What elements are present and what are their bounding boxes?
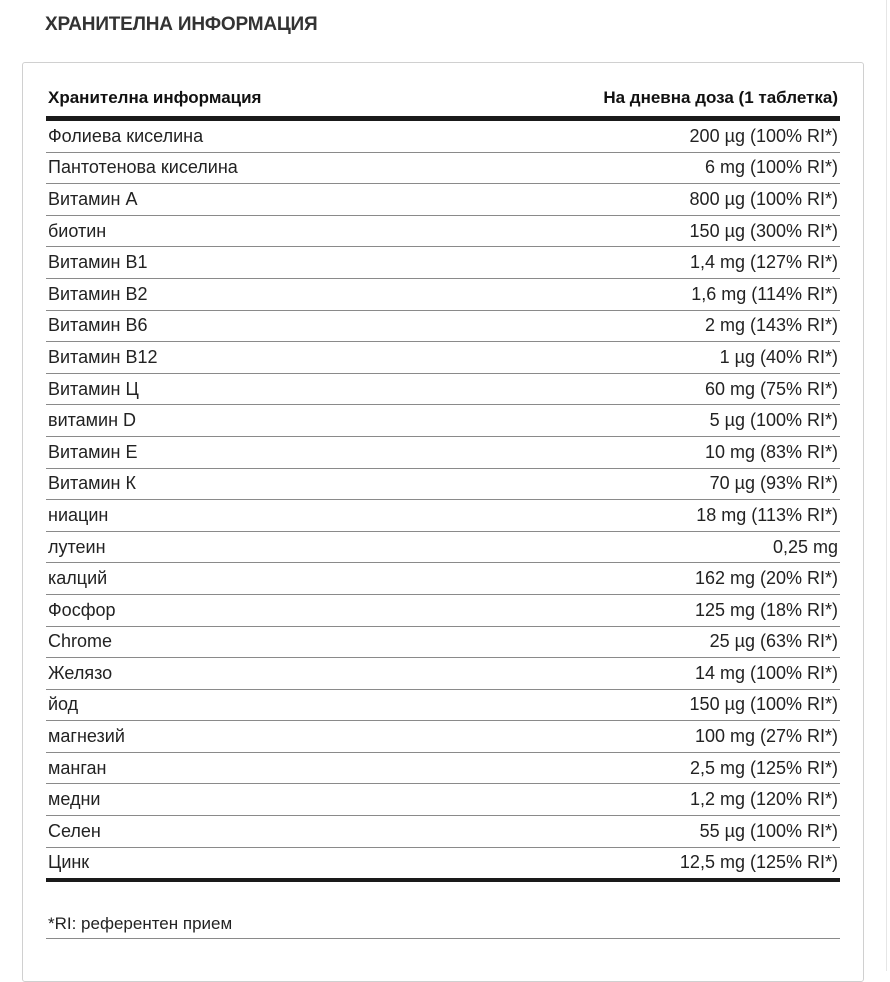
nutrient-dose: 5 µg (100% RI*) (443, 405, 840, 437)
nutrient-dose: 60 mg (75% RI*) (443, 373, 840, 405)
nutrient-name: лутеин (46, 531, 443, 563)
table-row (46, 721, 840, 753)
nutrient-dose: 1,4 mg (127% RI*) (443, 247, 840, 279)
nutrition-table (46, 80, 840, 882)
table-row (46, 626, 840, 658)
nutrient-dose: 1 µg (40% RI*) (443, 342, 840, 374)
nutrient-name: ниацин (46, 500, 443, 532)
nutrient-dose: 1,2 mg (120% RI*) (443, 784, 840, 816)
nutrient-dose: 2,5 mg (125% RI*) (443, 752, 840, 784)
table-row (46, 215, 840, 247)
table-row (46, 152, 840, 184)
column-header-nutrient: Хранителна информация (46, 80, 443, 119)
table-row (46, 531, 840, 563)
nutrient-name: Chrome (46, 626, 443, 658)
table-row (46, 310, 840, 342)
nutrient-dose: 18 mg (113% RI*) (443, 500, 840, 532)
table-row (46, 373, 840, 405)
nutrient-name: витамин D (46, 405, 443, 437)
table-row (46, 405, 840, 437)
nutrient-name: Витамин К (46, 468, 443, 500)
table-row (46, 247, 840, 279)
nutrient-name: магнезий (46, 721, 443, 753)
nutrient-name: Фосфор (46, 594, 443, 626)
table-row (46, 594, 840, 626)
table-row (46, 342, 840, 374)
nutrient-dose: 125 mg (18% RI*) (443, 594, 840, 626)
nutrient-name: Желязо (46, 658, 443, 690)
nutrient-dose: 14 mg (100% RI*) (443, 658, 840, 690)
table-row (46, 563, 840, 595)
nutrient-dose: 2 mg (143% RI*) (443, 310, 840, 342)
nutrient-name: калций (46, 563, 443, 595)
table-row (46, 278, 840, 310)
nutrient-dose: 100 mg (27% RI*) (443, 721, 840, 753)
nutrient-name: Витамин В12 (46, 342, 443, 374)
column-header-dose: На дневна доза (1 таблетка) (443, 80, 840, 119)
table-row (46, 436, 840, 468)
footnote: *RI: референтен прием (46, 908, 840, 939)
nutrient-dose: 70 µg (93% RI*) (443, 468, 840, 500)
nutrient-name: биотин (46, 215, 443, 247)
nutrient-dose: 25 µg (63% RI*) (443, 626, 840, 658)
nutrient-name: Пантотенова киселина (46, 152, 443, 184)
table-row (46, 184, 840, 216)
nutrient-name: медни (46, 784, 443, 816)
section-title: ХРАНИТЕЛНА ИНФОРМАЦИЯ (45, 14, 318, 35)
table-row (46, 784, 840, 816)
nutrient-dose: 800 µg (100% RI*) (443, 184, 840, 216)
nutrient-name: Витамин Е (46, 436, 443, 468)
nutrient-dose: 55 µg (100% RI*) (443, 816, 840, 848)
nutrient-name: Витамин А (46, 184, 443, 216)
nutrient-name: Витамин Ц (46, 373, 443, 405)
nutrient-name: Селен (46, 816, 443, 848)
nutrient-name: манган (46, 752, 443, 784)
table-row (46, 658, 840, 690)
nutrient-dose: 162 mg (20% RI*) (443, 563, 840, 595)
table-row (46, 752, 840, 784)
page-edge-divider (886, 0, 887, 971)
nutrient-dose: 150 µg (100% RI*) (443, 689, 840, 721)
table-row (46, 468, 840, 500)
nutrient-name: Витамин В2 (46, 278, 443, 310)
nutrient-dose: 150 µg (300% RI*) (443, 215, 840, 247)
table-row (46, 119, 840, 153)
table-row (46, 816, 840, 848)
nutrient-dose: 200 µg (100% RI*) (443, 119, 840, 153)
nutrient-name: Цинк (46, 847, 443, 880)
nutrient-name: Витамин В6 (46, 310, 443, 342)
table-row (46, 689, 840, 721)
nutrient-name: Витамин В1 (46, 247, 443, 279)
table-header-row (46, 80, 840, 119)
table-row (46, 500, 840, 532)
nutrient-dose: 12,5 mg (125% RI*) (443, 847, 840, 880)
nutrient-dose: 0,25 mg (443, 531, 840, 563)
nutrient-dose: 6 mg (100% RI*) (443, 152, 840, 184)
nutrient-dose: 10 mg (83% RI*) (443, 436, 840, 468)
nutrient-dose: 1,6 mg (114% RI*) (443, 278, 840, 310)
nutrient-name: йод (46, 689, 443, 721)
nutrient-name: Фолиева киселина (46, 119, 443, 153)
table-row (46, 847, 840, 880)
